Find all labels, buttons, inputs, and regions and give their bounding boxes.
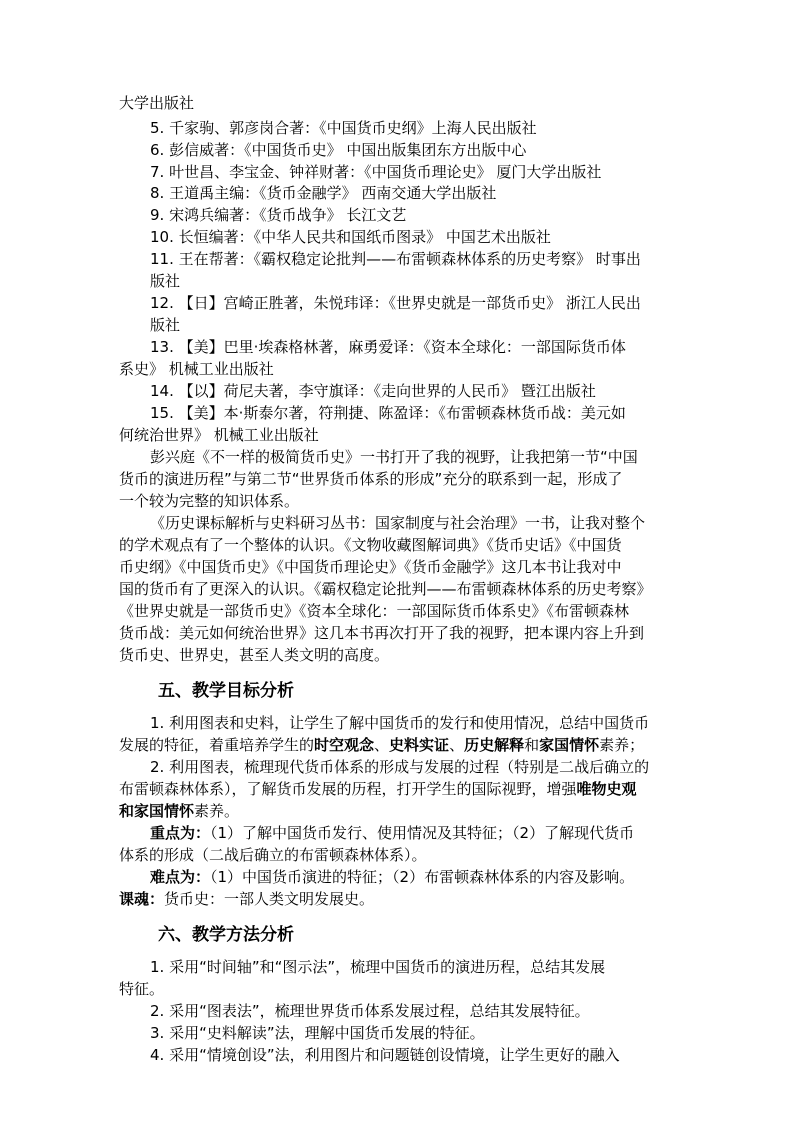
reference-12-continuation: 版社 bbox=[150, 316, 181, 334]
summary-paragraph-1-line-3: 一个较为完整的知识体系。 bbox=[119, 492, 300, 510]
reference-14: 14. 【以】荷尼夫著，李守旗译：《走向世界的人民币》 暨江出版社 bbox=[150, 382, 596, 400]
key-points-line-2: 体系的形成（二战后确立的布雷顿森林体系）。 bbox=[119, 846, 427, 864]
reference-4-continuation: 大学出版社 bbox=[119, 94, 195, 112]
method-3: 3. 采用“史料解读”法，理解中国货币发展的特征。 bbox=[150, 1024, 485, 1042]
goal-1-line-1: 1. 利用图表和史料，让学生了解中国货币的发行和使用情况，总结中国货币 bbox=[150, 714, 650, 732]
summary-paragraph-2-line-7: 货币史、世界史，甚至人类文明的高度。 bbox=[119, 646, 390, 664]
reference-10: 10. 长恒编著：《中华人民共和国纸币图录》 中国艺术出版社 bbox=[150, 228, 551, 246]
reference-11-continuation: 版社 bbox=[150, 272, 181, 290]
reference-9: 9. 宋鸿兵编著：《货币战争》 长江文艺 bbox=[150, 206, 407, 224]
goal-2-tail: 素养。 bbox=[194, 802, 240, 820]
reference-12: 12. 【日】宫崎正胜著，朱悦玮译：《世界史就是一部货币史》 浙江人民出 bbox=[150, 294, 641, 312]
competency-patriotism: 家国情怀 bbox=[539, 736, 600, 754]
reference-5: 5. 千家驹、郭彦岗合著：《中国货币史纲》上海人民出版社 bbox=[150, 119, 537, 137]
goal-1-line-2 bbox=[119, 735, 644, 755]
lesson-soul-text: 货币史：一部人类文明发展史。 bbox=[164, 890, 375, 908]
competency-materialism: 唯物史观 bbox=[576, 780, 637, 798]
summary-paragraph-2-line-6: 货币战：美元如何统治世界》这几本书再次打开了我的视野，把本课内容上升到 bbox=[119, 624, 645, 642]
method-4: 4. 采用“情境创设”法，利用图片和问题链创设情境，让学生更好的融入 bbox=[150, 1046, 620, 1064]
reference-11: 11. 王在帮著：《霸权稳定论批判——布雷顿森林体系的历史考察》 时事出 bbox=[150, 250, 641, 268]
summary-paragraph-1-line-2: 货币的演进历程”与第二节“世界货币体系的形成”充分的联系到一起，形成了 bbox=[119, 470, 623, 488]
key-points-text: （1）了解中国货币发行、使用情况及其特征；（2）了解现代货币 bbox=[210, 824, 635, 842]
reference-15-continuation: 何统治世界》 机械工业出版社 bbox=[119, 426, 319, 444]
section-6-heading: 六、教学方法分析 bbox=[158, 925, 294, 945]
reference-13: 13. 【美】巴里·埃森格林著，麻勇爱译：《资本全球化：一部国际货币体 bbox=[150, 338, 626, 356]
competency-evidence: 史料实证 bbox=[389, 736, 450, 754]
key-points-line-1 bbox=[150, 823, 634, 843]
summary-paragraph-1-line-1: 彭兴庭《不一样的极简货币史》一书打开了我的视野，让我把第一节“中国 bbox=[150, 448, 638, 466]
goal-2-line-1: 2. 利用图表，梳理现代货币体系的形成与发展的过程（特别是二战后确立的 bbox=[150, 758, 650, 776]
method-1-line-2: 特征。 bbox=[119, 980, 165, 998]
goal-2-line-2 bbox=[119, 779, 637, 799]
goal-1-text: 发展的特征，着重培养学生的 bbox=[119, 736, 315, 754]
reference-15: 15. 【美】本·斯泰尔著，符荆捷、陈盈译：《布雷顿森林货币战：美元如 bbox=[150, 404, 626, 422]
separator: 和 bbox=[524, 736, 540, 754]
method-2: 2. 采用“图表法”，梳理世界货币体系发展过程，总结其发展特征。 bbox=[150, 1002, 590, 1020]
separator: 、 bbox=[449, 736, 465, 754]
reference-8: 8. 王道禹主编：《货币金融学》 西南交通大学出版社 bbox=[150, 184, 497, 202]
separator: 、 bbox=[374, 736, 390, 754]
competency-patriotism-2: 和家国情怀 bbox=[119, 802, 195, 820]
summary-paragraph-2-line-2: 的学术观点有了一个整体的认识。《文物收藏图解词典》《货币史话》《中国货 bbox=[119, 536, 622, 554]
summary-paragraph-2-line-5: 《世界史就是一部货币史》《资本全球化：一部国际货币体系史》《布雷顿森林 bbox=[119, 602, 630, 620]
lesson-soul-line bbox=[119, 889, 374, 909]
competency-spatiotemporal: 时空观念 bbox=[314, 736, 375, 754]
lesson-soul-label: 课魂： bbox=[119, 890, 165, 908]
goal-1-tail: 素养； bbox=[599, 736, 645, 754]
competency-interpretation: 历史解释 bbox=[464, 736, 525, 754]
method-1-line-1: 1. 采用“时间轴”和“图示法”，梳理中国货币的演进历程，总结其发展 bbox=[150, 958, 606, 976]
section-5-heading: 五、教学目标分析 bbox=[158, 681, 294, 701]
summary-paragraph-2-line-4: 国的货币有了更深入的认识。《霸权稳定论批判——布雷顿森林体系的历史考察》 bbox=[119, 580, 652, 598]
difficulty-line bbox=[150, 867, 634, 887]
difficulty-label: 难点为： bbox=[150, 868, 211, 886]
goal-2-text: 布雷顿森林体系），了解货币发展的历程，打开学生的国际视野，增强 bbox=[119, 780, 577, 798]
reference-6: 6. 彭信威著：《中国货币史》 中国出版集团东方出版中心 bbox=[150, 141, 527, 159]
difficulty-text: （1）中国货币演进的特征；（2）布雷顿森林体系的内容及影响。 bbox=[210, 868, 635, 886]
reference-13-continuation: 系史》 机械工业出版社 bbox=[119, 360, 274, 378]
reference-7: 7. 叶世昌、李宝金、钟祥财著：《中国货币理论史》 厦门大学出版社 bbox=[150, 163, 602, 181]
summary-paragraph-2-line-1: 《历史课标解析与史料研习丛书：国家制度与社会治理》一书，让我对整个 bbox=[150, 514, 646, 532]
goal-2-line-3 bbox=[119, 801, 239, 821]
key-points-label: 重点为： bbox=[150, 824, 211, 842]
summary-paragraph-2-line-3: 币史纲》《中国货币史》《中国货币理论史》《货币金融学》这几本书让我对中 bbox=[119, 558, 622, 576]
